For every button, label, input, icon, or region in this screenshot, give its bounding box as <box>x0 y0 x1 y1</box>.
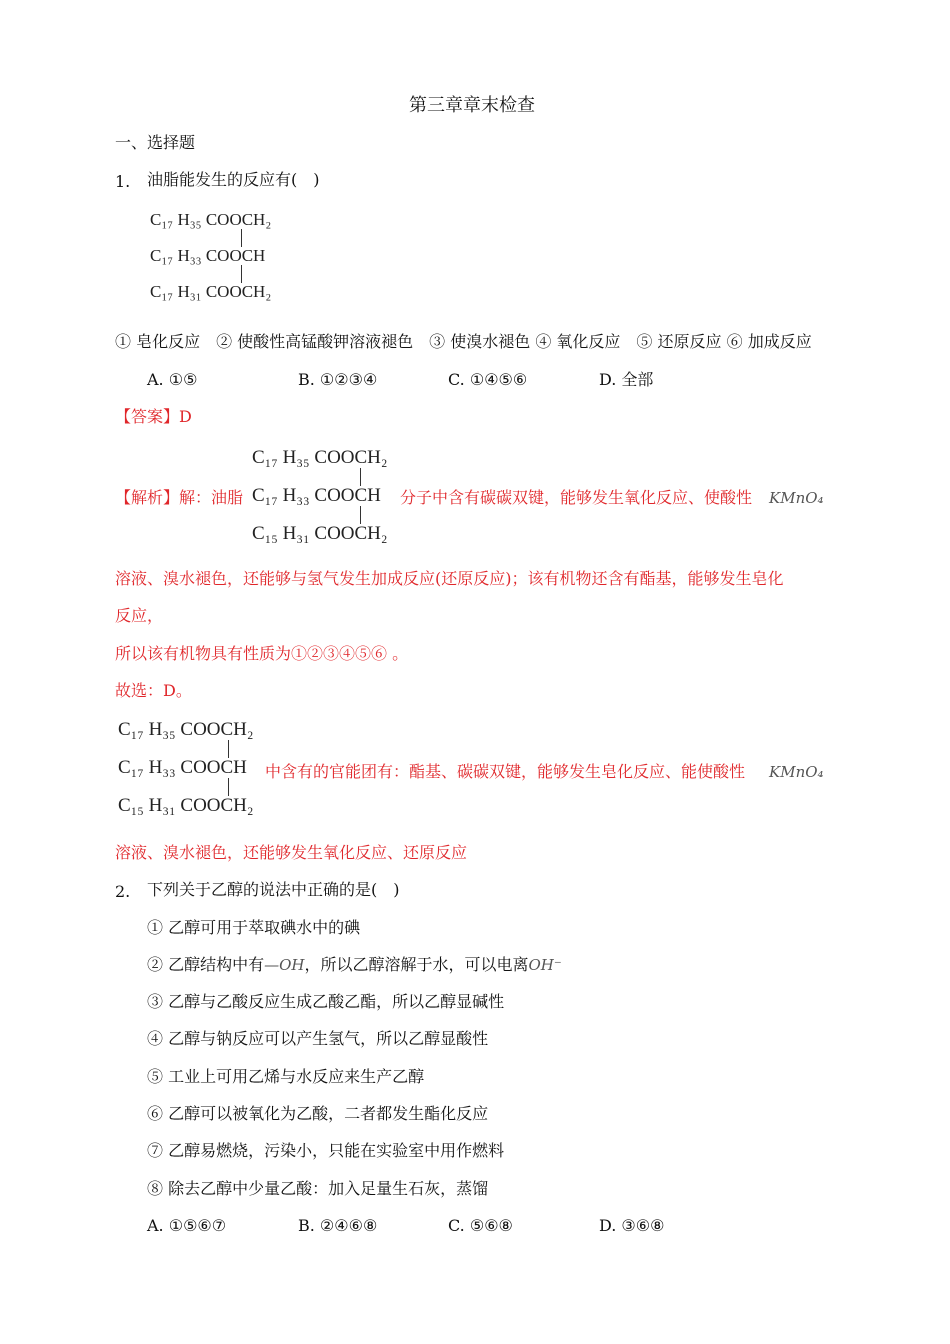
q1-note-line2: 溶液、溴水褪色，还能够发生氧化反应、还原反应 <box>115 843 468 862</box>
formula-line: C₁₇ H₃₅ COOCH₂ <box>150 210 272 229</box>
q2-statement-4: ④ 乙醇与钠反应可以产生氢气，所以乙醇显酸性 <box>147 1029 489 1048</box>
formula-bond <box>241 265 242 283</box>
q1-number: 1. <box>115 172 131 191</box>
q2-number: 2. <box>115 882 131 901</box>
oh-group: —OH <box>264 956 305 974</box>
q1-analysis-line4: 所以该有机物具有性质为①②③④⑤⑥ 。 <box>115 644 409 663</box>
kmno4-formula: KMnO₄ <box>769 763 824 781</box>
q1-answer: 【答案】D <box>115 407 192 426</box>
q1-statements: ① 皂化反应 ② 使酸性高锰酸钾溶液褪色 ③ 使溴水褪色 ④ 氧化反应 ⑤ 还原反应 ⑥ 加成反应 <box>115 332 812 351</box>
q1-analysis-line3: 反应， <box>115 606 164 625</box>
q2-option-c: C. ⑤⑥⑧ <box>448 1216 513 1235</box>
formula-bond <box>360 506 361 524</box>
statement-text: ② 乙醇结构中有 <box>147 955 265 974</box>
q2-statement-1: ① 乙醇可用于萃取碘水中的碘 <box>147 918 361 937</box>
formula-line: C₁₇ H₃₅ COOCH₂ <box>252 447 388 468</box>
q2-statement-2 <box>147 955 562 975</box>
q1-option-b: B. ①②③④ <box>298 370 378 389</box>
formula-bond <box>360 468 361 486</box>
q1-option-d: D. 全部 <box>599 370 654 389</box>
q2-statement-5: ⑤ 工业上可用乙烯与水反应来生产乙醇 <box>147 1067 425 1086</box>
formula-bond <box>228 778 229 796</box>
q2-option-b: B. ②④⑥⑧ <box>298 1216 378 1235</box>
statement-text: ，所以乙醇溶解于水，可以电离 <box>304 955 529 974</box>
formula-line: C₁₇ H₃₃ COOCH <box>150 246 266 265</box>
formula-line: C₁₅ H₃₁ COOCH₂ <box>252 523 388 544</box>
q2-statement-3: ③ 乙醇与乙酸反应生成乙酸乙酯，所以乙醇显碱性 <box>147 992 505 1011</box>
formula-line: C₁₇ H₃₁ COOCH₂ <box>150 282 272 301</box>
q1-analysis-line2: 溶液、溴水褪色，还能够与氢气发生加成反应(还原反应)；该有机物还含有酯基，能够发生皂化 <box>115 569 784 588</box>
q1-analysis-tail: 分子中含有碳碳双键，能够发生氧化反应、使酸性 <box>400 488 753 507</box>
q1-analysis-head: 【解析】解：油脂 <box>115 488 244 507</box>
section-heading: 一、选择题 <box>115 133 196 152</box>
kmno4-formula: KMnO₄ <box>769 489 824 507</box>
q1-note-formula <box>118 720 254 816</box>
q1-stem: 油脂能发生的反应有( ) <box>147 170 320 189</box>
q1-structure-formula <box>150 211 271 301</box>
q1-analysis-line5: 故选：D。 <box>115 681 192 700</box>
formula-line: C₁₇ H₃₃ COOCH <box>118 757 247 778</box>
q2-statement-6: ⑥ 乙醇可以被氧化为乙酸，二者都发生酯化反应 <box>147 1104 489 1123</box>
q2-option-d: D. ③⑥⑧ <box>599 1216 665 1235</box>
formula-line: C₁₇ H₃₅ COOCH₂ <box>118 719 254 740</box>
formula-bond <box>228 740 229 758</box>
formula-bond <box>241 229 242 247</box>
hydroxide-ion: OH⁻ <box>528 956 562 974</box>
q2-option-a: A. ①⑤⑥⑦ <box>147 1216 227 1235</box>
q1-option-c: C. ①④⑤⑥ <box>448 370 528 389</box>
formula-line: C₁₅ H₃₁ COOCH₂ <box>118 795 254 816</box>
q1-note-tail: 中含有的官能团有：酯基、碳碳双键，能够发生皂化反应、能使酸性 <box>265 762 746 781</box>
q2-statement-7: ⑦ 乙醇易燃烧，污染小，只能在实验室中用作燃料 <box>147 1141 505 1160</box>
page-title: 第三章章末检查 <box>409 95 535 116</box>
q2-statement-8: ⑧ 除去乙醇中少量乙酸：加入足量生石灰，蒸馏 <box>147 1179 489 1198</box>
q1-analysis-formula <box>252 448 388 544</box>
formula-line: C₁₇ H₃₃ COOCH <box>252 485 381 506</box>
q1-option-a: A. ①⑤ <box>147 370 198 389</box>
q2-stem: 下列关于乙醇的说法中正确的是( ) <box>147 880 400 899</box>
